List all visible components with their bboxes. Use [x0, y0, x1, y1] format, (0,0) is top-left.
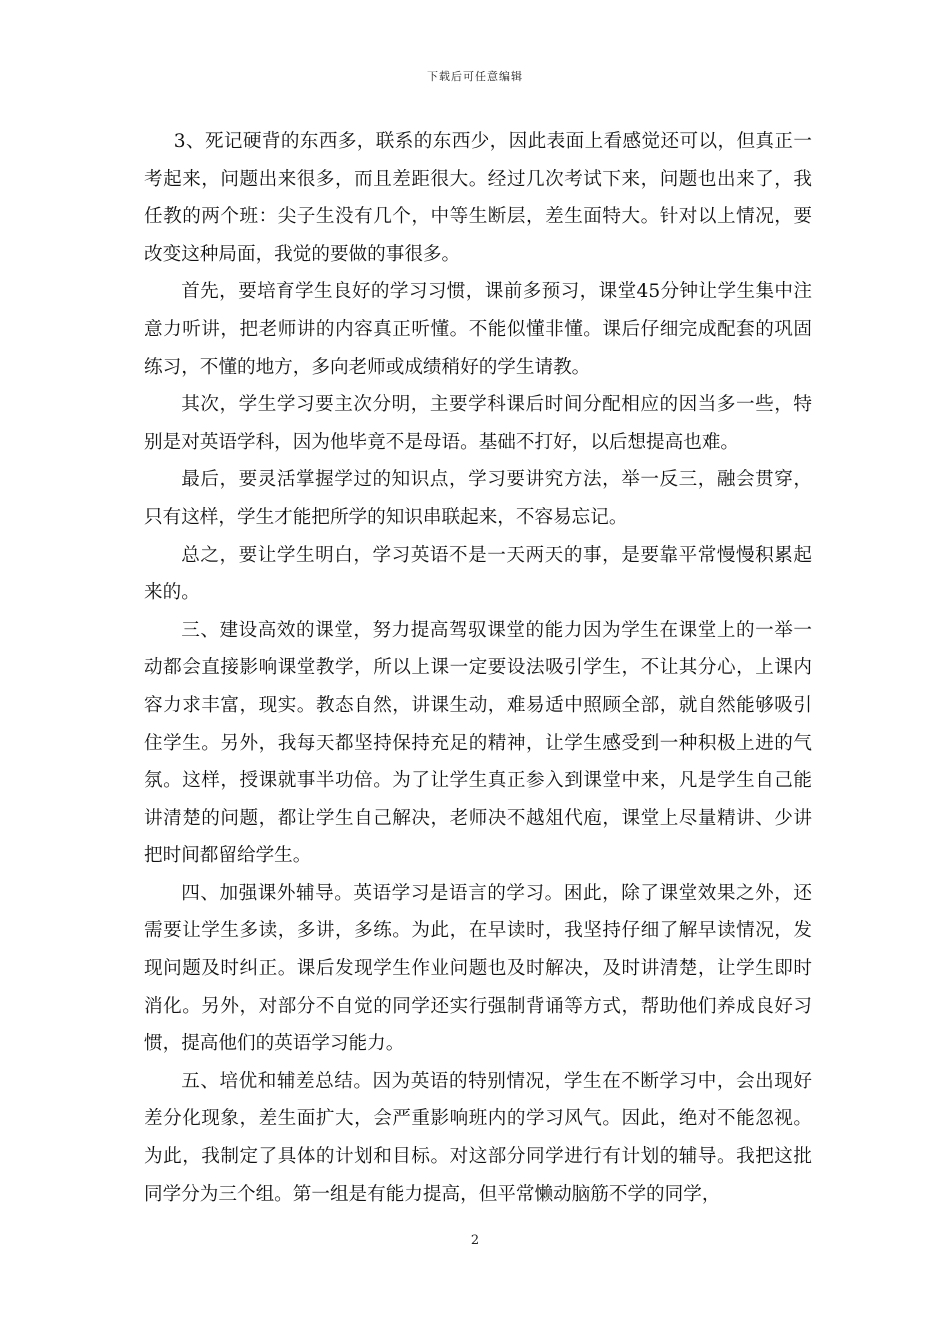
paragraph-section-three-classroom: 三、建设高效的课堂，努力提高驾驭课堂的能力因为学生在课堂上的一举一动都会直接影响课堂教学，所以上课一定要设法吸引学生，不让其分心，上课内容力求丰富，现实。教态自然，讲课生动，难易适中照顾全部，就自然能够吸引住学生。另外，我每天都坚持保持充足的精神，让学生感受到一种积极上进的气氛。这样，授课就事半功倍。为了让学生真正参入到课堂中来，凡是学生自己能讲清楚的问题，都让学生自己解决，老师决不越俎代庖，课堂上尽量精讲、少讲把时间都留给学生。 [144, 619, 812, 867]
paragraph-second-priorities: 其次，学生学习要主次分明，主要学科课后时间分配相应的因当多一些，特别是对英语学科，因为他毕竟不是母语。基础不打好，以后想提高也难。 [144, 394, 812, 453]
paragraph-section-four-tutoring: 四、加强课外辅导。英语学习是语言的学习。困此，除了课堂效果之外，还需要让学生多读，多讲，多练。为此，在早读时，我坚持仔细了解早读情况，发现问题及时纠正。课后发现学生作业问题也及时解决，及时讲清楚，让学生即时消化。另外，对部分不自觉的同学还实行强制背诵等方式，帮助他们养成良好习惯，提高他们的英语学习能力。 [144, 882, 812, 1055]
paragraph-finally-methods: 最后，要灵活掌握学过的知识点，学习要讲究方法，举一反三，融会贯穿，只有这样，学生才能把所学的知识串联起来，不容易忘记。 [144, 469, 812, 528]
paragraph-rote-memorization: 3、死记硬背的东西多，联系的东西少，因此表面上看感觉还可以，但真正一考起来，问题出来很多，而且差距很大。经过几次考试下来，问题也出来了，我任教的两个班：尖子生没有几个，中等生断层，差生面特大。针对以上情况，要改变这种局面，我觉的要做的事很多。 [144, 131, 812, 265]
paragraph-section-five-remedial: 五、培优和辅差总结。因为英语的特别情况，学生在不断学习中，会出现好差分化现象，差生面扩大，会严重影响班内的学习风气。因此，绝对不能忽视。为此，我制定了具体的计划和目标。对这部分同学进行有计划的辅导。我把这批同学分为三个组。第一组是有能力提高，但平常懒动脑筋不学的同学， [144, 1070, 812, 1205]
paragraph-in-summary: 总之，要让学生明白，学习英语不是一天两天的事，是要靠平常慢慢积累起来的。 [144, 544, 812, 604]
page-header: 下载后可任意编辑 [427, 70, 523, 83]
paragraph-first-habits: 首先，要培育学生良好的学习习惯，课前多预习，课堂45分钟让学生集中注意力听讲，把老师讲的内容真正听懂。不能似懂非懂。课后仔细完成配套的巩固练习，不懂的地方，多向老师或成绩稍好的学生请教。 [144, 281, 812, 378]
document-body [144, 123, 812, 1213]
page-number: 2 [470, 1233, 480, 1248]
